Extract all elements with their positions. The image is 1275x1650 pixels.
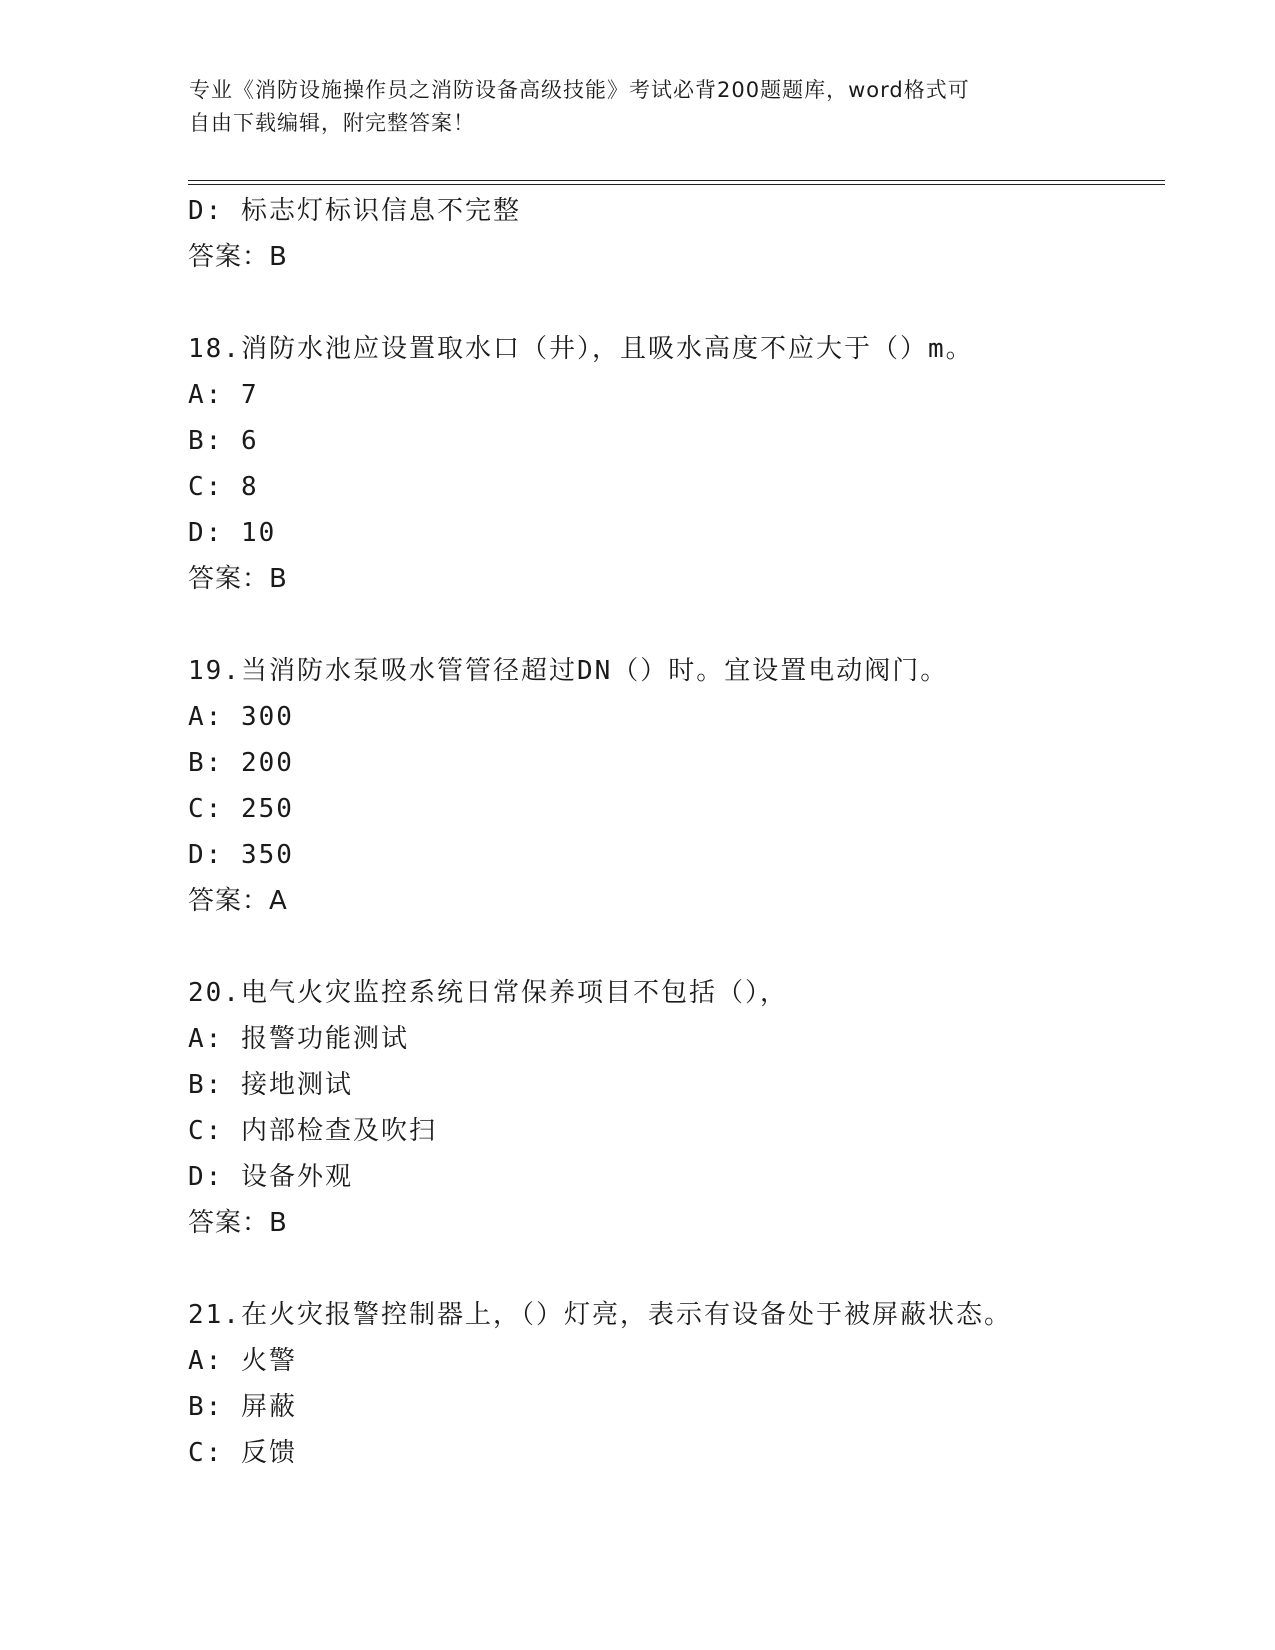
header-line-2: 自由下载编辑，附完整答案！ (189, 111, 475, 135)
option-d: D: 10 (188, 518, 277, 548)
document-header (189, 74, 1089, 140)
option-c: C: 内部检查及吹扫 (188, 1116, 437, 1146)
option-d: D: 设备外观 (188, 1162, 353, 1192)
spacer (188, 1246, 1168, 1292)
option-c: C: 反馈 (188, 1438, 297, 1468)
option-b: B: 6 (188, 426, 259, 456)
option-a: A: 300 (188, 702, 294, 732)
header-divider-bottom (188, 184, 1165, 185)
header-line-1: 专业《消防设施操作员之消防设备高级技能》考试必背200题题库，word格式可 (189, 78, 970, 102)
answer-line: 答案：A (188, 886, 288, 916)
spacer (188, 280, 1168, 326)
option-c: C: 8 (188, 472, 259, 502)
answer-line: 答案：B (188, 242, 288, 272)
answer-line: 答案：B (188, 1208, 288, 1238)
spacer (188, 924, 1168, 970)
option-b: B: 屏蔽 (188, 1392, 297, 1422)
question-stem: 18.消防水池应设置取水口（井），且吸水高度不应大于（）m。 (188, 334, 974, 364)
question-stem: 21.在火灾报警控制器上，（）灯亮，表示有设备处于被屏蔽状态。 (188, 1300, 1012, 1330)
header-divider-top (188, 180, 1165, 181)
question-list (188, 188, 1168, 1476)
option-a: A: 火警 (188, 1346, 297, 1376)
option-d: D: 350 (188, 840, 294, 870)
spacer (188, 602, 1168, 648)
option-d: D: 标志灯标识信息不完整 (188, 196, 521, 226)
question-stem: 19.当消防水泵吸水管管径超过DN（）时。宜设置电动阀门。 (188, 656, 949, 686)
option-b: B: 接地测试 (188, 1070, 353, 1100)
option-b: B: 200 (188, 748, 294, 778)
option-c: C: 250 (188, 794, 294, 824)
answer-line: 答案：B (188, 564, 288, 594)
option-a: A: 7 (188, 380, 259, 410)
question-stem: 20.电气火灾监控系统日常保养项目不包括（）， (188, 978, 788, 1008)
option-a: A: 报警功能测试 (188, 1024, 409, 1054)
